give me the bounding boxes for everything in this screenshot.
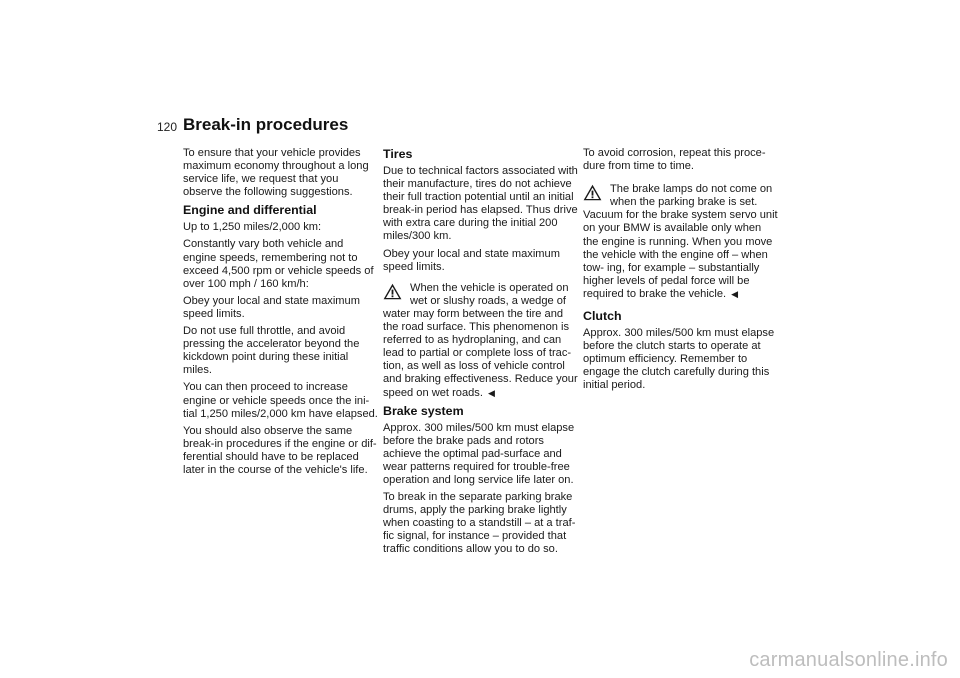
page-title: Break-in procedures	[183, 115, 349, 134]
paragraph: Obey your local and state maximum speed limits.	[183, 294, 360, 320]
column-right	[583, 147, 779, 397]
paragraph: Obey your local and state maximum speed limits.	[383, 247, 560, 273]
paragraph: To avoid corrosion, repeat this proce- dure from time to time.	[583, 147, 766, 173]
paragraph: Constantly vary both vehicle and engine speeds, remembering not to exceed 4,500 rpm or vehicle speeds of over 100 mph / 160 km/h:	[183, 238, 374, 290]
end-mark-icon: ◀	[488, 387, 495, 398]
warning-triangle-icon	[383, 283, 402, 300]
watermark: carmanualsonline.info	[749, 649, 948, 671]
paragraph: To break in the separate parking brake drums, apply the parking brake lightly when coasting to a standstill – at a traf- fic signal, for instance – provided that traffic conditions allow you to do so.	[383, 491, 576, 556]
paragraph: Up to 1,250 miles/2,000 km:	[183, 221, 322, 234]
paragraph: Approx. 300 miles/500 km must elapse before the clutch starts to operate at optimum efficiency. Remember to engage the clutch carefully during this initial period.	[583, 327, 775, 392]
paragraph: Approx. 300 miles/500 km must elapse before the brake pads and rotors achieve the optimal pad-surface and wear patterns required for trouble-free operation and long service life later on.	[383, 421, 575, 486]
tires-heading: Tires	[383, 147, 413, 161]
hydroplaning-warning	[383, 282, 579, 400]
clutch-heading: Clutch	[583, 309, 622, 324]
engine-heading: Engine and differential	[183, 203, 317, 218]
intro-paragraph: To ensure that your vehicle provides maximum economy throughout a long service life, we request that you observe the following suggestions.	[183, 147, 369, 199]
column-left	[183, 147, 379, 481]
paragraph: Do not use full throttle, and avoid pressing the accelerator beyond the kickdown point during these initial miles.	[183, 325, 360, 377]
paragraph: You should also observe the same break-in procedures if the engine or dif- ferential should have to be replaced later in the course of the vehicle's life.	[183, 424, 377, 476]
paragraph: Due to technical factors associated with their manufacture, tires do not achieve their full traction potential until an initial break-in period has elapsed. Thus drive with extra care during the initial 200 miles/300 km.	[383, 165, 578, 243]
warning-text: The brake lamps do not come on when the parking brake is set. Vacuum for the brake system servo unit on your BMW is available only when the engine is running. When you move the vehicle with the engine off – when tow- ing, for example – substantially higher levels of pedal force will be required to brake the vehicle.	[583, 183, 778, 300]
warning-text: When the vehicle is operated on wet or slushy roads, a wedge of water may form between the tire and the road surface. This phenomenon is referred to as hydroplaning, and can lead to partial or complete loss of trac- tion, as well as loss of vehicle control and braking effectiveness. Reduce your speed on wet roads.	[383, 281, 578, 399]
brake-heading: Brake system	[383, 403, 464, 418]
page-number: 120	[157, 120, 178, 134]
end-mark-icon: ◀	[731, 288, 739, 299]
paragraph: You can then proceed to increase engine or vehicle speeds once the ini- tial 1,250 miles/2,000 km have elapsed.	[183, 381, 378, 420]
brake-lamps-warning	[583, 183, 779, 301]
column-middle	[383, 147, 579, 561]
warning-triangle-icon	[583, 184, 602, 201]
